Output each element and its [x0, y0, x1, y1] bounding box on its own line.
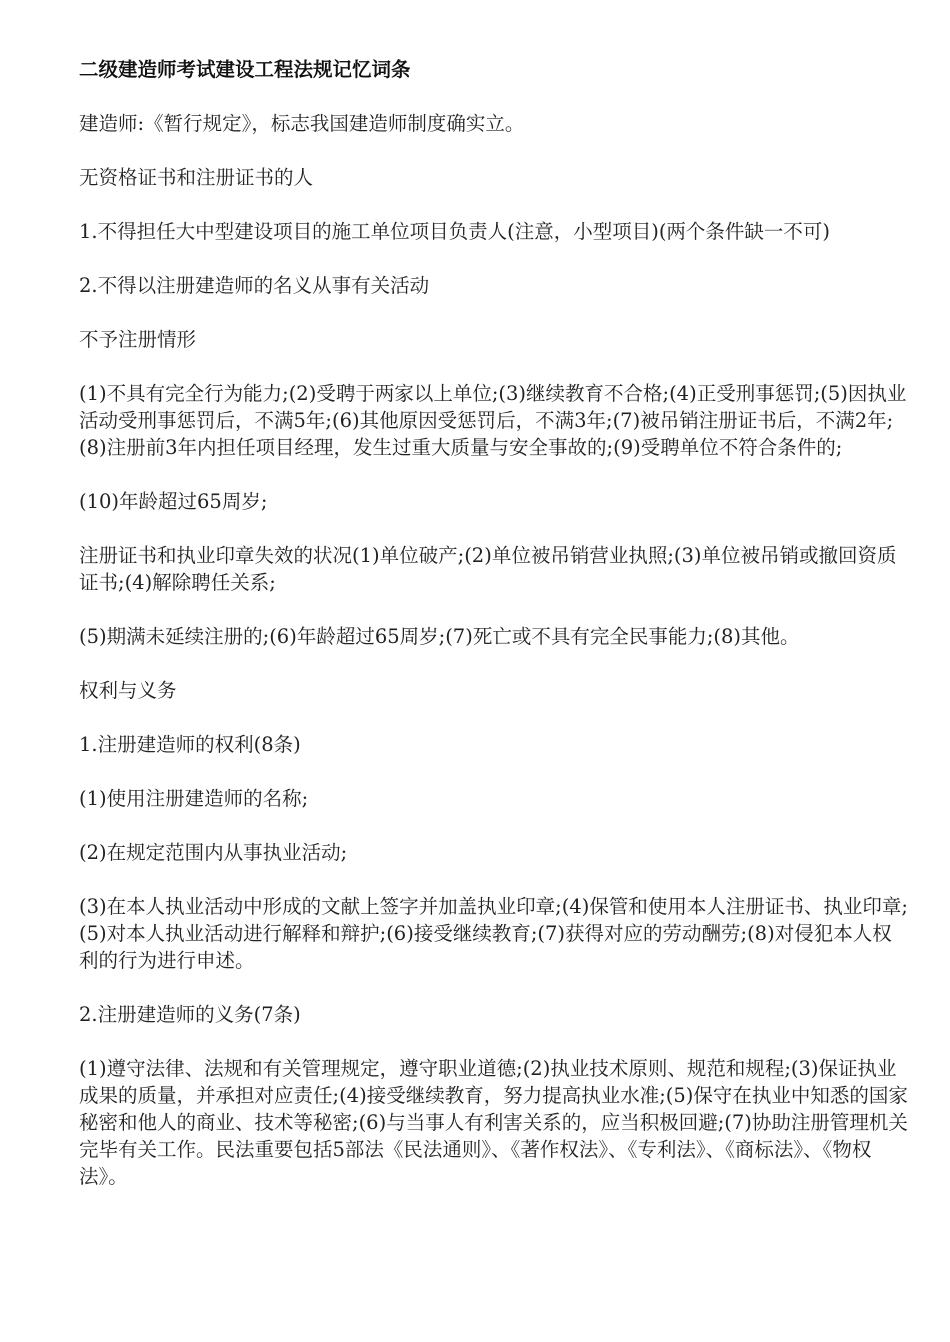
document-title: 二级建造师考试建设工程法规记忆词条 — [79, 58, 411, 81]
paragraph-invalidation-list-cont: (5)期满未延续注册的;(6)年龄超过65周岁;(7)死亡或不具有完全民事能力;(8)其他。 — [79, 625, 800, 648]
paragraph-rule-2: 2.不得以注册建造师的名义从事有关活动 — [79, 274, 430, 297]
section-heading-rights-duties: 权利与义务 — [79, 679, 177, 702]
section-heading-no-certificate: 无资格证书和注册证书的人 — [79, 166, 314, 189]
paragraph-right-2: (2)在规定范围内从事执业活动; — [79, 841, 348, 864]
paragraph-right-1: (1)使用注册建造师的名称; — [79, 787, 309, 810]
paragraph-no-registration-10: (10)年龄超过65周岁; — [79, 490, 268, 513]
paragraph-duties-list: (1)遵守法律、法规和有关管理规定，遵守职业道德;(2)执业技术原则、规范和规程;(3)保证执业成果的质量，并承担对应责任;(4)接受继续教育，努力提高执业水准;(5)保守在执业中知悉的国家秘密和他人的商业、技术等秘密;(6)与当事人有利害关系的，应当积极回避;(7)协助注册管理机关完毕有关工作。民法重要包括5部法《民法通则》、《著作权法》、《专利法》、《商标法》、《物权法》。 — [79, 1057, 908, 1188]
document-page — [79, 56, 911, 1217]
paragraph-rights-3-8: (3)在本人执业活动中形成的文献上签字并加盖执业印章;(4)保管和使用本人注册证书、执业印章;(5)对本人执业活动进行解释和辩护;(6)接受继续教育;(7)获得对应的劳动酬劳;(8)对侵犯本人权利的行为进行申述。 — [79, 895, 908, 972]
paragraph-intro: 建造师:《暂行规定》，标志我国建造师制度确实立。 — [79, 112, 525, 135]
paragraph-rule-1: 1.不得担任大中型建设项目的施工单位项目负责人(注意，小型项目)(两个条件缺一不可) — [79, 220, 831, 243]
paragraph-no-registration-list: (1)不具有完全行为能力;(2)受聘于两家以上单位;(3)继续教育不合格;(4)正受刑事惩罚;(5)因执业活动受刑事惩罚后，不满5年;(6)其他原因受惩罚后，不满3年;(7)被吊销注册证书后，不满2年;(8)注册前3年内担任项目经理，发生过重大质量与安全事故的;(9)受聘单位不符合条件的; — [79, 382, 907, 459]
section-heading-no-registration: 不予注册情形 — [79, 328, 197, 351]
paragraph-invalidation-list: 注册证书和执业印章失效的状况(1)单位破产;(2)单位被吊销营业执照;(3)单位被吊销或撤回资质证书;(4)解除聘任关系; — [79, 544, 897, 594]
subheading-duties: 2.注册建造师的义务(7条) — [79, 1003, 301, 1026]
subheading-rights: 1.注册建造师的权利(8条) — [79, 733, 301, 756]
